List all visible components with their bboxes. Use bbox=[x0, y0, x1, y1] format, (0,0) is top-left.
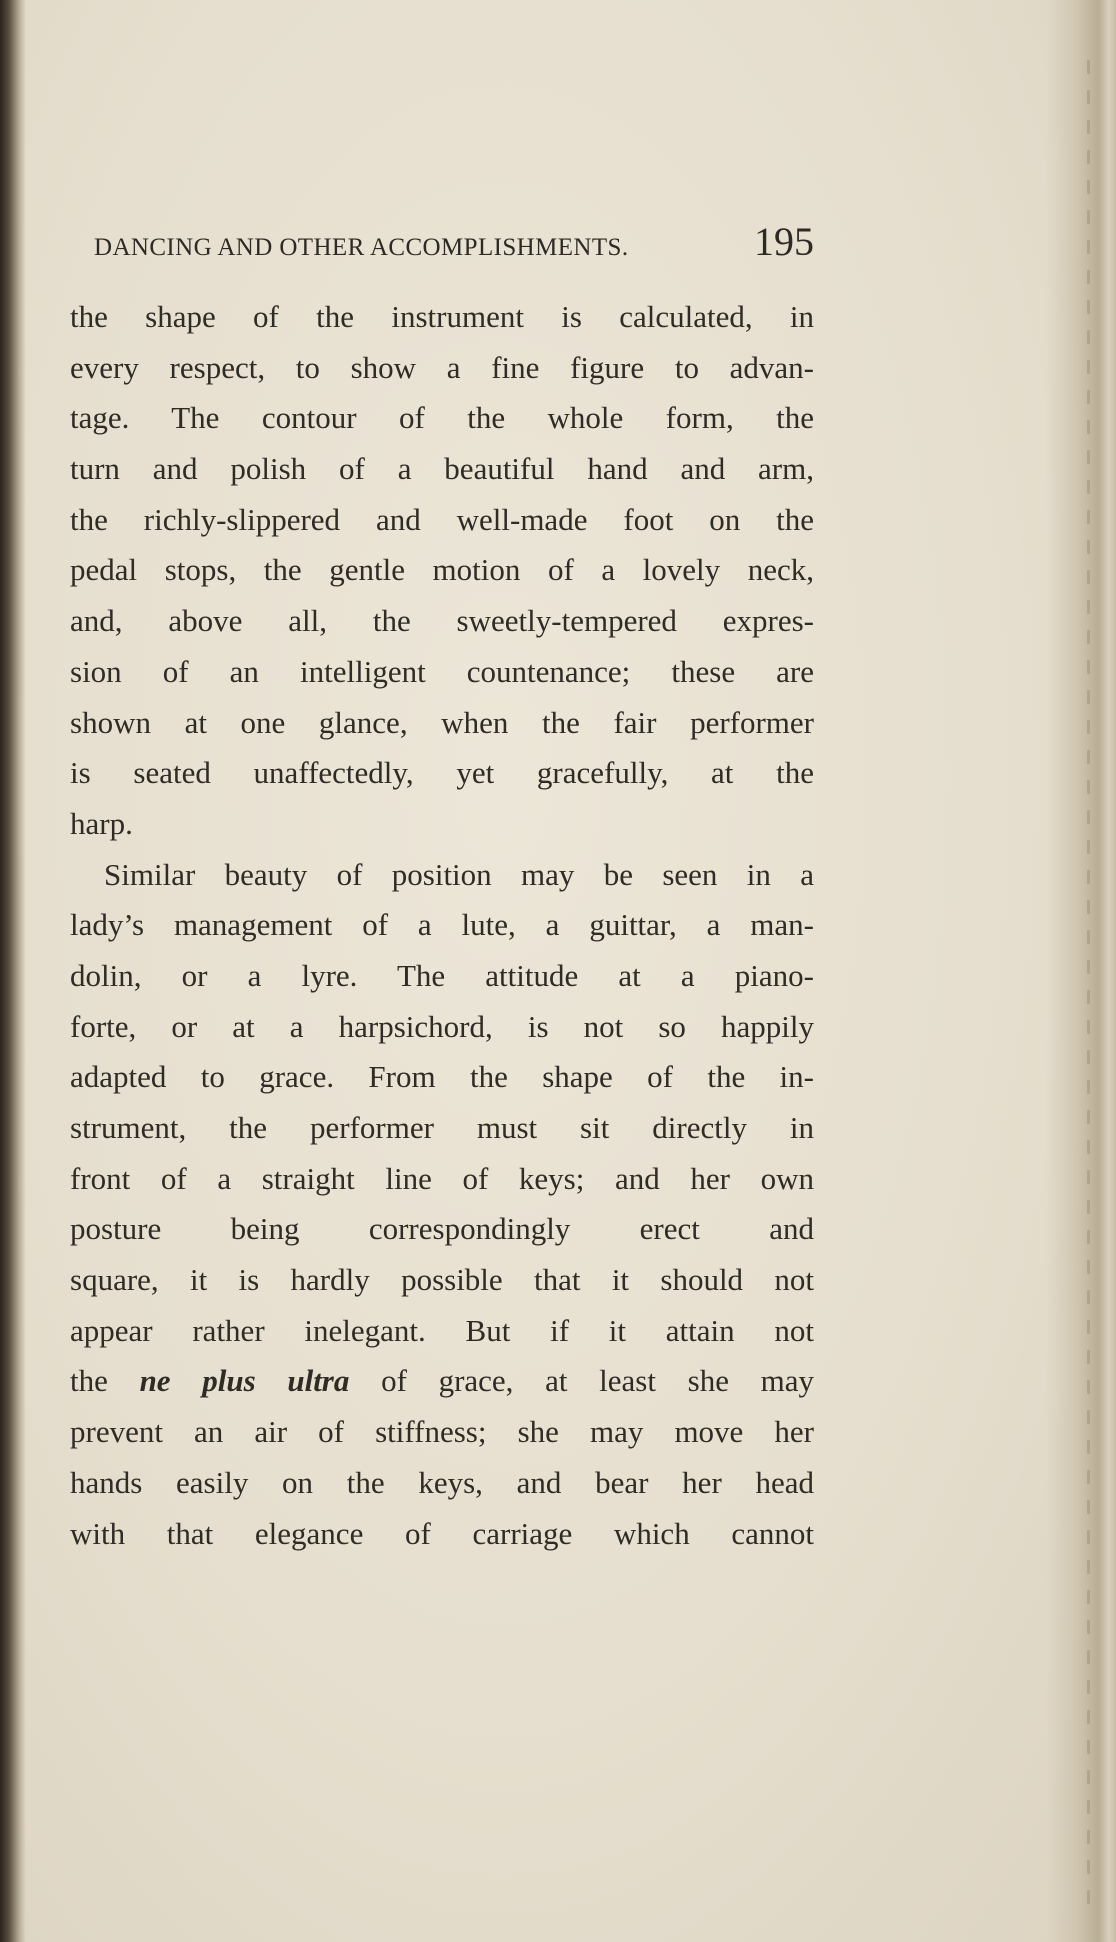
text-line: turn and polish of a beautiful hand and arm, bbox=[70, 451, 814, 487]
text-line: dolin, or a lyre. The attitude at a piano- bbox=[70, 957, 814, 993]
text-line: hands easily on the keys, and bear her head bbox=[70, 1464, 814, 1500]
italic-line-before: the bbox=[70, 1363, 108, 1399]
text-line-last: harp. bbox=[70, 805, 133, 841]
running-head-title: DANCING AND OTHER ACCOMPLISHMENTS. bbox=[94, 234, 629, 261]
text-line: front of a straight line of keys; and her own bbox=[70, 1160, 814, 1196]
text-line: the shape of the instrument is calculated, in bbox=[70, 299, 814, 334]
page-number: 195 bbox=[754, 219, 814, 264]
text-line: appear rather inelegant. But if it attain not bbox=[70, 1312, 814, 1348]
book-spine-shadow bbox=[0, 0, 26, 1942]
text-line: forte, or at a harpsichord, is not so happily bbox=[70, 1008, 814, 1044]
text-line: adapted to grace. From the shape of the in- bbox=[70, 1059, 814, 1095]
body-text bbox=[70, 292, 814, 1559]
running-head bbox=[94, 218, 814, 278]
text-line: shown at one glance, when the fair performer bbox=[70, 704, 814, 740]
text-line-with-italic bbox=[70, 1356, 814, 1407]
text-line: every respect, to show a fine figure to advan- bbox=[70, 349, 814, 385]
text-line: posture being correspondingly erect and bbox=[70, 1211, 814, 1247]
paragraph-2 bbox=[70, 850, 814, 1560]
text-line-first: Similar beauty of position may be seen in a bbox=[104, 856, 814, 892]
page-fore-edge bbox=[1046, 0, 1116, 1942]
text-line: prevent an air of stiffness; she may move her bbox=[70, 1414, 814, 1450]
italic-line-after: of grace, at least she may bbox=[381, 1363, 814, 1399]
text-line: square, it is hardly possible that it should not bbox=[70, 1262, 814, 1298]
text-line: strument, the performer must sit directly in bbox=[70, 1110, 814, 1145]
text-line: tage. The contour of the whole form, the bbox=[70, 400, 814, 436]
page-edge-deckle bbox=[1087, 60, 1090, 1920]
text-line: and, above all, the sweetly-tempered expres- bbox=[70, 603, 814, 639]
text-line: lady’s management of a lute, a guittar, a man- bbox=[70, 907, 814, 943]
text-line: with that elegance of carriage which cannot bbox=[70, 1515, 814, 1551]
text-line: pedal stops, the gentle motion of a lovely neck, bbox=[70, 552, 814, 588]
text-line: the richly-slippered and well-made foot on the bbox=[70, 501, 814, 537]
paragraph-1 bbox=[70, 292, 814, 850]
italic-phrase: ne plus ultra bbox=[139, 1363, 350, 1399]
text-line: sion of an intelligent countenance; these are bbox=[70, 653, 814, 689]
text-line: is seated unaffectedly, yet gracefully, at the bbox=[70, 755, 814, 791]
